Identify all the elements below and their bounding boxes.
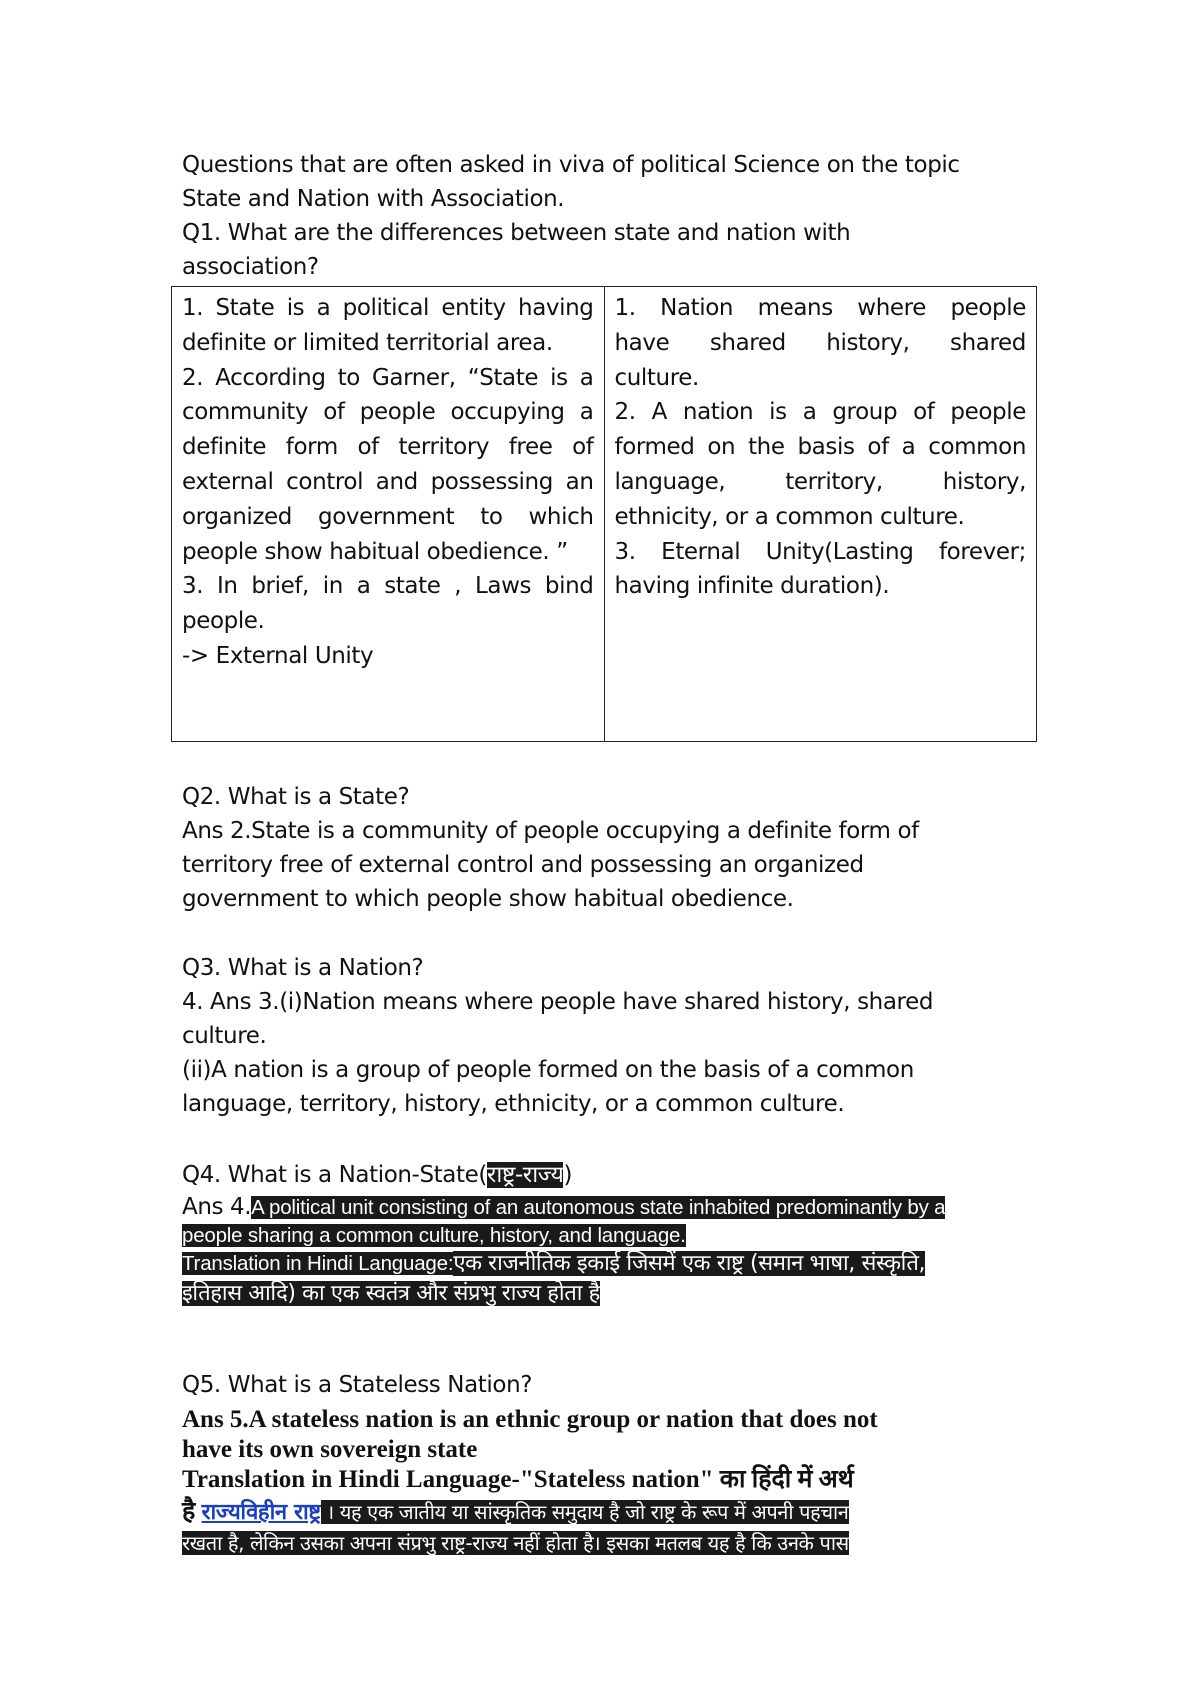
q4-question-text: Q4. What is a Nation-State( <box>182 1162 487 1188</box>
table-row <box>172 287 1037 742</box>
state-point-line: -> External Unity <box>182 642 374 669</box>
q3-answer-line-2: culture. <box>182 1023 267 1049</box>
q2-answer-line-2: territory free of external control and possessing an organized <box>182 852 864 878</box>
nation-point-line: 3. Eternal Unity(Lasting forever; <box>614 538 1026 565</box>
q4-answer-label: Ans 4. <box>182 1194 252 1220</box>
q5-question: Q5. What is a Stateless Nation? <box>182 1372 533 1398</box>
state-point-line: 2. According to Garner, “State is a <box>182 364 594 391</box>
q4-translation-hindi-1: एक राजनीतिक इकाई जिसमें एक राष्ट्र (समान भाषा, संस्कृति, <box>453 1251 926 1276</box>
q4-question-close: ) <box>563 1162 573 1188</box>
state-point-line: definite form of territory free of <box>182 434 594 461</box>
q5-hindi-text-2: रखता है, लेकिन उसका अपना संप्रभु राष्ट्र-राज्य नहीं होता है। इसका मतलब यह है कि उनके पास <box>182 1531 849 1555</box>
q5-answer-line-2: have its own sovereign state <box>182 1436 478 1463</box>
nation-column-cell <box>604 287 1037 742</box>
q3-answer-line-1: 4. Ans 3.(i)Nation means where people have shared history, shared <box>182 989 934 1015</box>
nation-point-line: have shared history, shared <box>614 329 1026 356</box>
q3-answer-line-3: (ii)A nation is a group of people formed on the basis of a common <box>182 1057 914 1083</box>
state-point-line: community of people occupying a <box>182 399 594 426</box>
state-point-line: definite or limited territorial area. <box>182 329 553 356</box>
q4-translation-hindi-2: इतिहास आदि) का एक स्वतंत्र और संप्रभु राज्य होता है <box>182 1281 600 1306</box>
q3-question: Q3. What is a Nation? <box>182 955 424 981</box>
q1-question-line-2: association? <box>182 254 319 280</box>
intro-line-2: State and Nation with Association. <box>182 186 565 212</box>
q4-answer-text-1: A political unit consisting of an autonomous state inhabited predominantly by a <box>251 1196 946 1219</box>
q4-question-hindi: राष्ट्र-राज्य <box>486 1162 564 1188</box>
state-point-line: 1. State is a political entity having <box>182 295 594 321</box>
state-point-line: people show habitual obedience. ” <box>182 538 568 565</box>
nation-point-line: formed on the basis of a common <box>614 434 1026 461</box>
q4-answer-line-2 <box>182 1222 686 1249</box>
q5-hindi-text-1: । यह एक जातीय या सांस्कृतिक समुदाय है जो राष्ट्र के रूप में अपनी पहचान <box>320 1500 849 1524</box>
stateless-nation-hindi-link[interactable]: राज्यविहीन राष्ट्र <box>201 1500 321 1525</box>
q2-answer-line-3: government to which people show habitual obedience. <box>182 886 794 912</box>
q3-answer-line-4: language, territory, history, ethnicity, or a common culture. <box>182 1091 845 1117</box>
q4-translation-label: Translation in Hindi Language: <box>182 1252 454 1275</box>
q1-question-line-1: Q1. What are the differences between state and nation with <box>182 220 851 246</box>
nation-point-line: 2. A nation is a group of people <box>614 399 1026 426</box>
q2-answer-line-1: Ans 2.State is a community of people occupying a definite form of <box>182 818 919 844</box>
q5-translation-line: Translation in Hindi Language-"Stateless nation" का हिंदी में अर्थ <box>182 1466 854 1493</box>
q4-translation-line-1 <box>182 1250 925 1277</box>
q4-translation-line-2 <box>182 1280 600 1307</box>
nation-point-line: language, territory, history, <box>614 468 1026 495</box>
nation-point-line: culture. <box>614 364 699 391</box>
q4-question <box>182 1160 572 1190</box>
q5-hindi-line-1 <box>182 1497 849 1527</box>
q4-answer-line-1 <box>182 1194 945 1221</box>
intro-line-1: Questions that are often asked in viva of political Science on the topic <box>182 152 960 178</box>
nation-point-line: having infinite duration). <box>614 573 890 600</box>
q2-question: Q2. What is a State? <box>182 784 410 810</box>
q4-answer-text-2: people sharing a common culture, history, and language. <box>182 1224 686 1247</box>
nation-point-line: 1. Nation means where people <box>614 295 1026 321</box>
state-point-line: organized government to which <box>182 503 594 530</box>
state-nation-comparison-table <box>171 286 1037 742</box>
q5-hindi-prefix: है <box>182 1498 202 1525</box>
nation-point-line: ethnicity, or a common culture. <box>614 503 965 530</box>
state-point-line: people. <box>182 608 265 635</box>
state-point-line: external control and possessing an <box>182 468 594 495</box>
q5-hindi-line-2 <box>182 1529 849 1558</box>
state-column-cell <box>172 287 605 742</box>
state-point-line: 3. In brief, in a state , Laws bind <box>182 573 594 600</box>
q5-answer-line-1: Ans 5.A stateless nation is an ethnic group or nation that does not <box>182 1406 878 1433</box>
